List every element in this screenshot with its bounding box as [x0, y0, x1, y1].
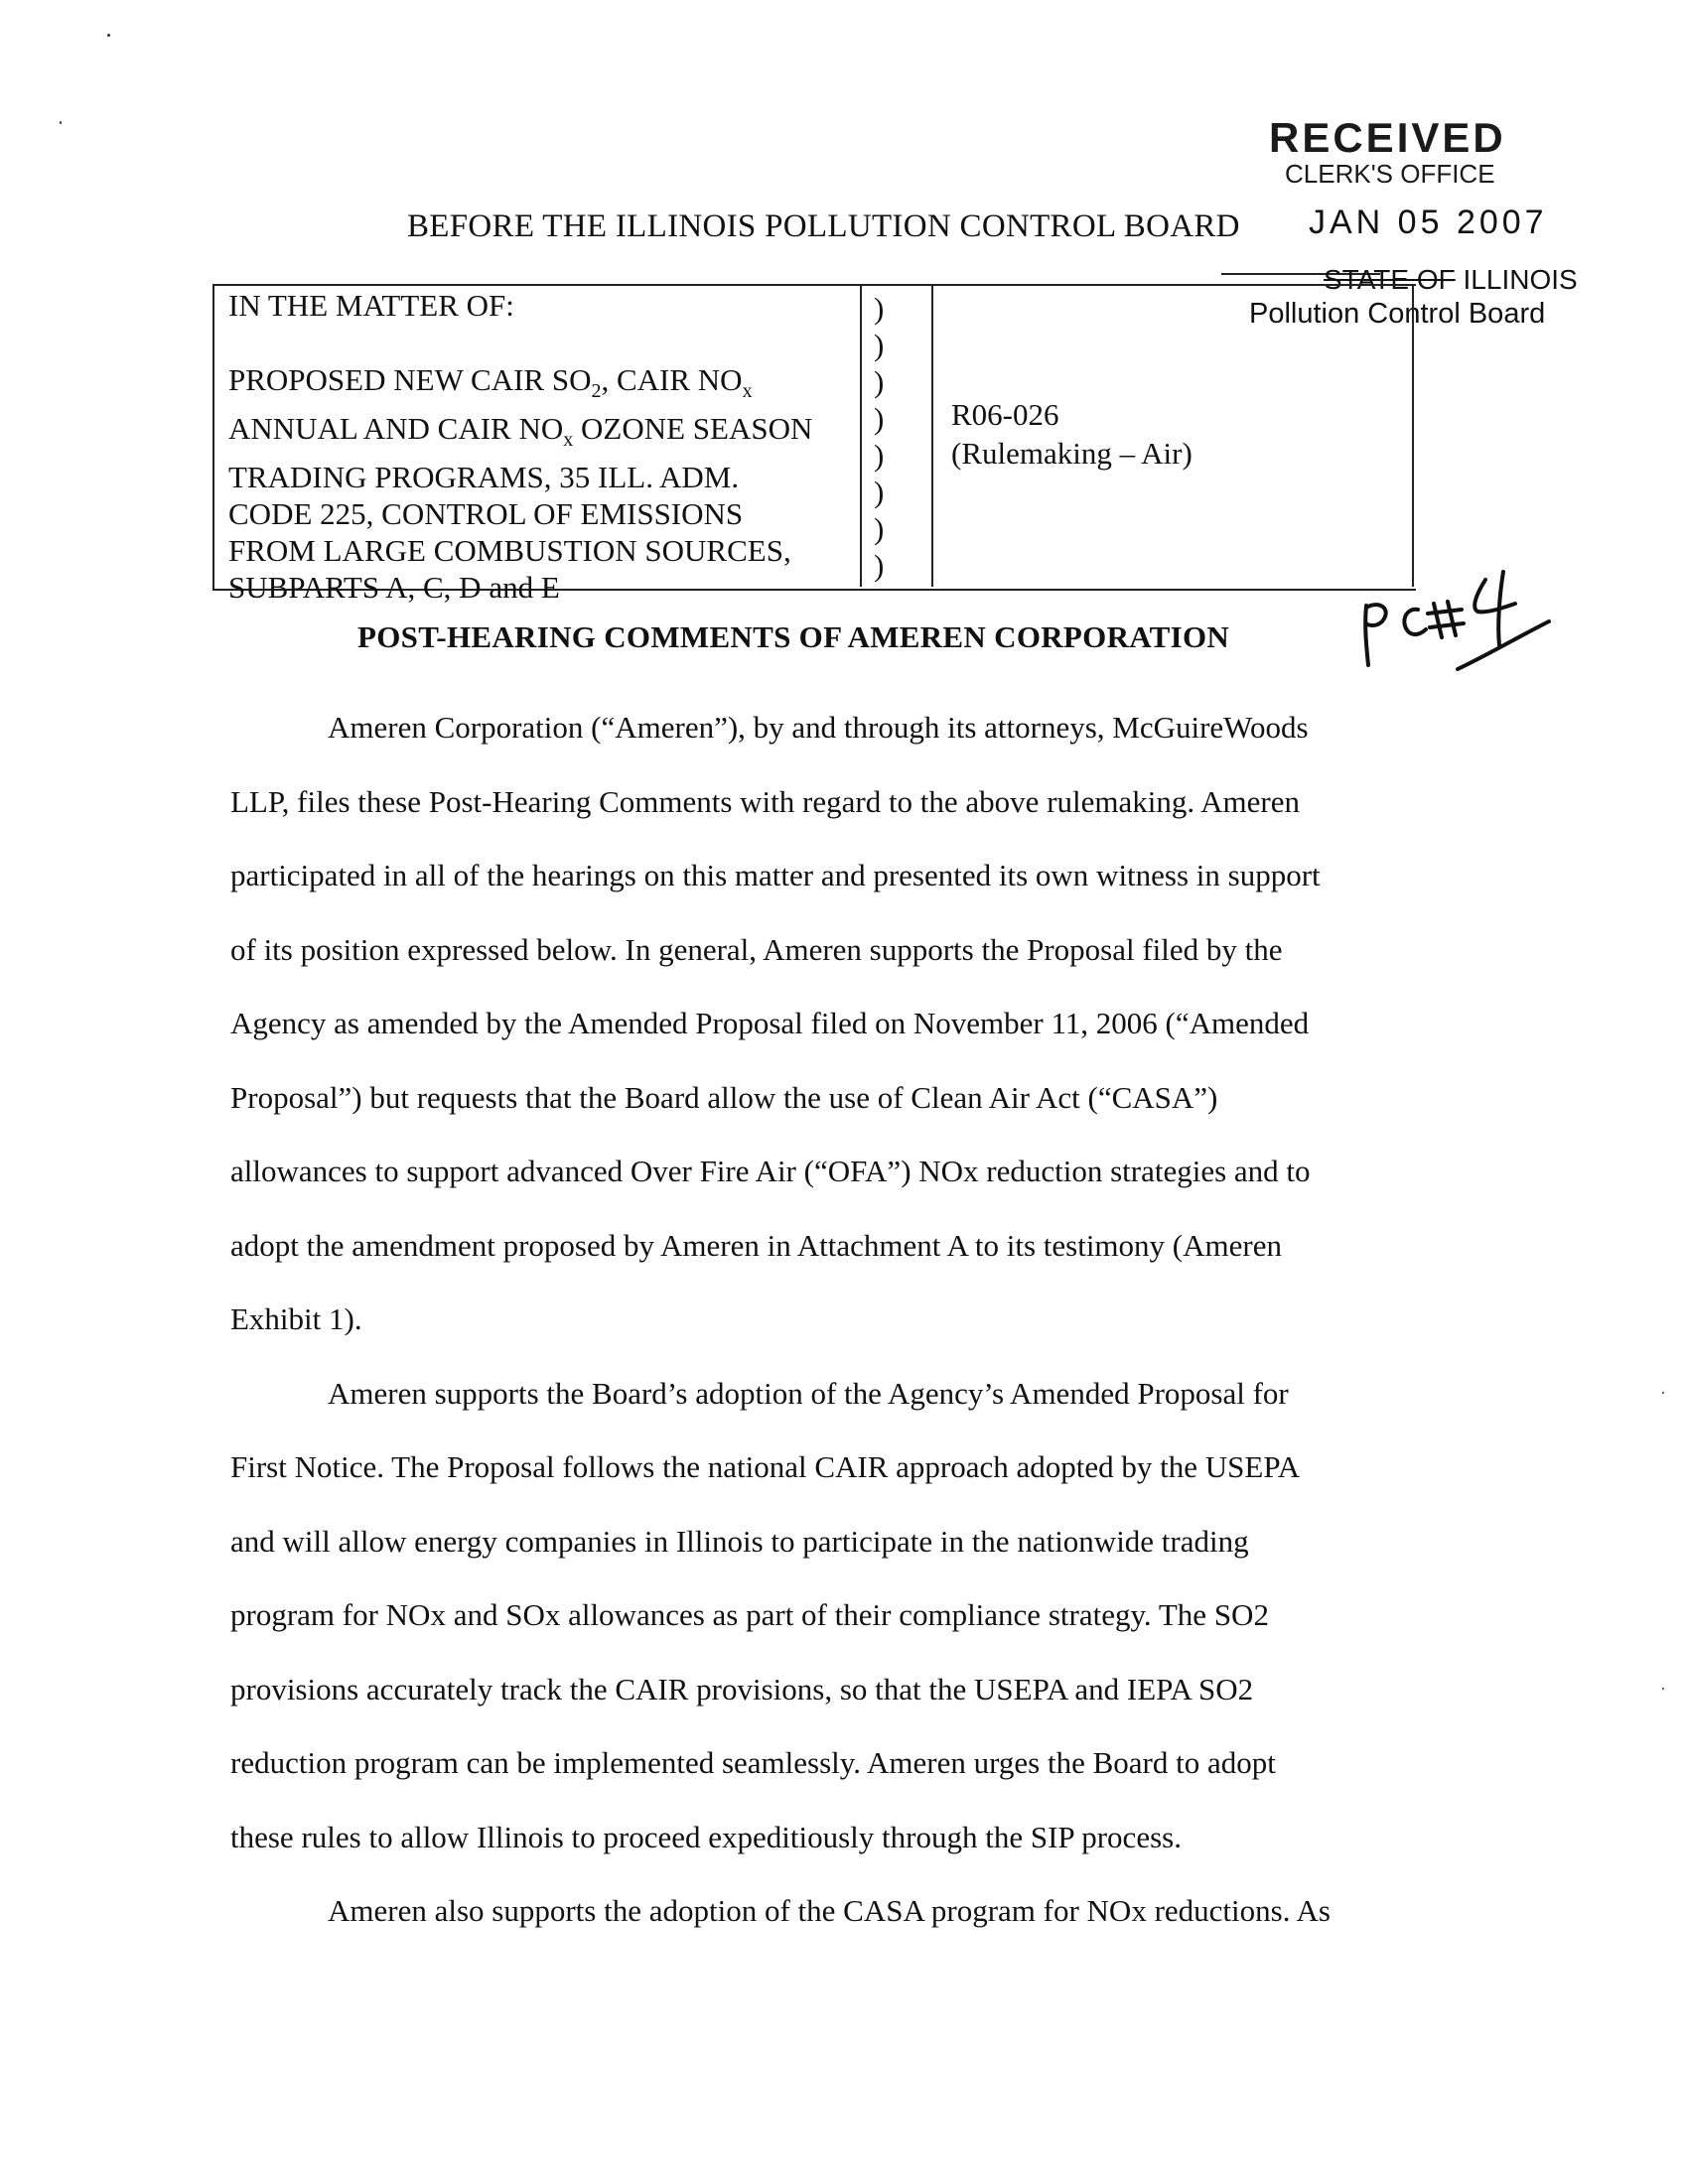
paren: ) — [874, 511, 885, 546]
body-line: First Notice. The Proposal follows the national CAIR approach adopted by the USEPA — [230, 1449, 1301, 1484]
handwritten-pc4-mark — [1358, 566, 1557, 675]
body-line: reduction program can be implemented seamlessly. Ameren urges the Board to adopt — [230, 1745, 1276, 1780]
board-title: BEFORE THE ILLINOIS POLLUTION CONTROL BOARD — [407, 208, 1240, 244]
matter-title-line: PROPOSED NEW CAIR $SO_2$, CAIR $NO_x$ — [228, 362, 753, 403]
body-line: participated in all of the hearings on this matter and presented its own witness in support — [230, 858, 1321, 892]
paren: ) — [874, 401, 885, 436]
caption-right-rule — [1412, 284, 1414, 587]
docket-number: R06-026 — [951, 397, 1059, 432]
matter-title — [228, 361, 812, 606]
paren: ) — [874, 291, 885, 326]
caption-parens — [874, 290, 884, 584]
stamp-state-struck: STATE OF — [1324, 264, 1456, 295]
body-line: LLP, files these Post-Hearing Comments with regard to the above rulemaking. Ameren — [230, 783, 1301, 819]
scan-speck — [1662, 1392, 1664, 1394]
paren: ) — [874, 548, 885, 583]
scan-speck — [1662, 1688, 1664, 1690]
paren: ) — [874, 475, 885, 509]
matter-title-line: TRADING PROGRAMS, 35 ILL. ADM. — [228, 460, 740, 495]
paragraph-1 — [230, 691, 1402, 1357]
docket-info — [951, 395, 1193, 473]
matter-title-line: FROM LARGE COMBUSTION SOURCES, — [228, 533, 791, 569]
body-line: Agency as amended by the Amended Proposal filed on November 11, 2006 (“Amended — [230, 1006, 1310, 1040]
body-line: allowances to support advanced Over Fire Air (“OFA”) NOx reduction strategies and to — [230, 1154, 1311, 1188]
body-line: Ameren supports the Board’s adoption of the Agency’s Amended Proposal for — [328, 1375, 1289, 1411]
docket-type: (Rulemaking – Air) — [951, 436, 1193, 471]
body-line: program for NOx and SOx allowances as part of their compliance strategy. The SO2 — [230, 1597, 1269, 1632]
stamp-state-name: ILLINOIS — [1463, 264, 1578, 295]
matter-title-line: SUBPARTS A, C, D and E — [228, 570, 560, 606]
paragraph-3 — [230, 1874, 1402, 1949]
matter-label: IN THE MATTER OF: — [228, 288, 514, 323]
body-line: Ameren Corporation (“Ameren”), by and through its attorneys, McGuireWoods — [328, 710, 1309, 745]
body-line: Ameren also supports the adoption of the CASA program for NOx reductions. As — [328, 1893, 1331, 1928]
received-stamp — [1261, 114, 1579, 190]
body-line: these rules to allow Illinois to proceed expeditiously through the SIP process. — [230, 1819, 1182, 1854]
body-line: of its position expressed below. In general, Ameren supports the Proposal filed by the — [230, 931, 1283, 967]
body-line: and will allow energy companies in Illinois to participate in the nationwide trading — [230, 1523, 1249, 1559]
document-body — [230, 691, 1402, 1949]
scan-speck — [60, 121, 62, 124]
stamp-date: JAN 05 2007 — [1309, 204, 1548, 241]
body-line: Proposal”) but requests that the Board allow the use of Clean Air Act (“CASA”) — [230, 1079, 1218, 1115]
paren: ) — [874, 328, 885, 362]
caption-paren-cell — [860, 284, 933, 587]
body-line: Exhibit 1). — [230, 1301, 362, 1336]
matter-title-line: ANNUAL AND CAIR $NO_x$ OZONE SEASON — [228, 411, 813, 452]
matter-title-line: CODE 225, CONTROL OF EMISSIONS — [228, 496, 744, 532]
stamp-clerk-office: CLERK'S OFFICE — [1285, 159, 1495, 189]
body-line: provisions accurately track the CAIR provisions, so that the USEPA and IEPA SO2 — [230, 1671, 1254, 1706]
paren: ) — [874, 364, 885, 399]
body-line: adopt the amendment proposed by Ameren in Attachment A to its testimony (Ameren — [230, 1227, 1282, 1263]
document-heading: POST-HEARING COMMENTS OF AMEREN CORPORATION — [357, 619, 1230, 654]
paren: ) — [874, 438, 885, 473]
scan-speck — [107, 34, 110, 37]
stamp-received: RECEIVED — [1269, 114, 1506, 161]
stamp-board: Pollution Control Board — [1249, 298, 1546, 330]
paragraph-2 — [230, 1357, 1402, 1875]
